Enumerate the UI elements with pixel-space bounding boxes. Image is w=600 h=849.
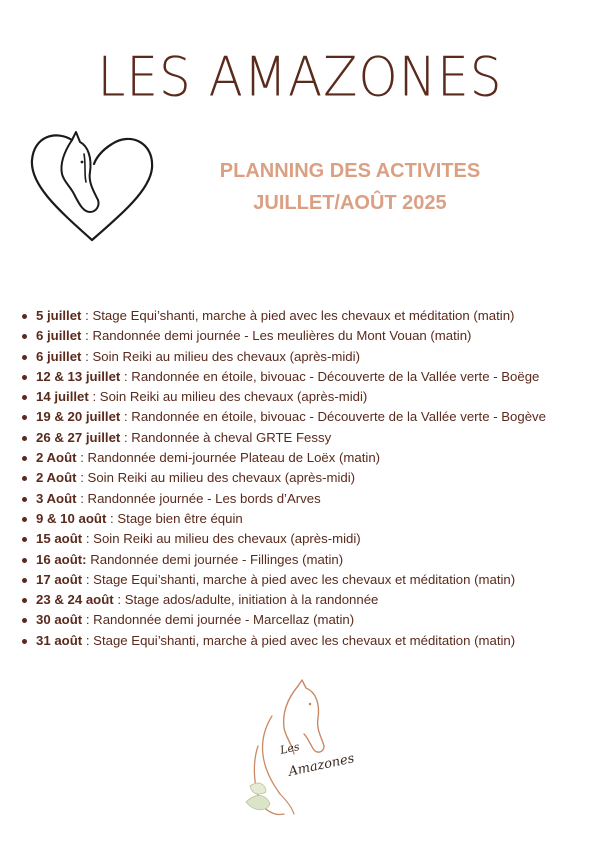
horse-heart-icon xyxy=(26,128,158,246)
activity-date: 30 août xyxy=(36,612,83,628)
list-item xyxy=(20,550,595,570)
activity-date: 2 Août xyxy=(36,470,77,486)
logo-signature-line-1: Les xyxy=(278,740,301,757)
activity-date: 15 août xyxy=(36,531,83,547)
activity-description: Randonnée en étoile, bivouac - Découverte de la Vallée verte - Boëge xyxy=(131,368,540,384)
list-item: 19 & 20 juillet : Randonnée en étoile, bivouac - Découverte de la Vallée verte - Bogève xyxy=(20,407,595,427)
list-item: 30 août : Randonnée demi journée - Marcellaz (matin) xyxy=(20,610,595,630)
activity-description: Soin Reiki au milieu des chevaux (après-midi) xyxy=(92,348,360,364)
list-item: 9 & 10 août : Stage bien être équin xyxy=(20,509,595,529)
activity-date: 17 août xyxy=(36,571,83,587)
list-item: 17 août : Stage Equi’shanti, marche à pied avec les chevaux et méditation (matin) xyxy=(20,570,595,590)
activity-description: Randonnée à cheval GRTE Fessy xyxy=(131,429,332,445)
activity-description: Randonnée demi journée - Les meulières du Mont Vouan (matin) xyxy=(92,328,472,344)
list-item: 23 & 24 août : Stage ados/adulte, initiation à la randonnée xyxy=(20,590,595,610)
list-item: 5 juillet : Stage Equi’shanti, marche à pied avec les chevaux et méditation (matin) xyxy=(20,306,595,326)
activity-date: 16 août: xyxy=(36,551,87,567)
activity-date: 31 août xyxy=(36,632,83,648)
activity-description: Randonnée journée - Les bords d’Arves xyxy=(87,490,321,506)
activity-date: 23 & 24 août xyxy=(36,592,114,608)
activity-date: 14 juillet xyxy=(36,389,89,405)
activity-date: 19 & 20 juillet xyxy=(36,409,121,425)
activity-date: 9 & 10 août xyxy=(36,510,107,526)
activity-description: Soin Reiki au milieu des chevaux (après-midi) xyxy=(93,531,361,547)
activity-description: Randonnée en étoile, bivouac - Découverte de la Vallée verte - Bogève xyxy=(131,409,546,425)
list-item: 2 Août : Randonnée demi-journée Plateau de Loëx (matin) xyxy=(20,448,595,468)
activity-description: Stage ados/adulte, initiation à la randonnée xyxy=(124,592,379,608)
activity-date: 3 Août xyxy=(36,490,77,506)
activity-description: Stage Equi’shanti, marche à pied avec les chevaux et méditation (matin) xyxy=(92,308,515,323)
list-item: 31 août : Stage Equi’shanti, marche à pied avec les chevaux et méditation (matin) xyxy=(20,631,595,651)
list-item: 15 août : Soin Reiki au milieu des chevaux (après-midi) xyxy=(20,529,595,549)
list-item: 3 Août : Randonnée journée - Les bords d’Arves xyxy=(20,489,595,509)
list-item: 12 & 13 juillet : Randonnée en étoile, bivouac - Découverte de la Vallée verte - Boëge xyxy=(20,367,595,387)
activities-list xyxy=(20,306,595,651)
list-item: 2 Août : Soin Reiki au milieu des chevaux (après-midi) xyxy=(20,468,595,488)
activity-description: Randonnée demi journée - Marcellaz (matin) xyxy=(93,612,355,628)
activity-description: Soin Reiki au milieu des chevaux (après-midi) xyxy=(87,470,356,486)
logo-signature-line-2: Amazones xyxy=(287,751,356,780)
activity-description: Stage bien être équin xyxy=(117,510,243,526)
activity-date: 26 & 27 juillet xyxy=(36,429,121,445)
list-item: 6 juillet : Randonnée demi journée - Les meulières du Mont Vouan (matin) xyxy=(20,326,595,346)
activity-description: Randonnée demi journée - Fillinges (matin) xyxy=(90,551,344,567)
activity-description: Randonnée demi-journée Plateau de Loëx (matin) xyxy=(87,450,381,466)
activity-date: 2 Août xyxy=(36,450,77,466)
activity-date: 12 & 13 juillet xyxy=(36,368,121,384)
page-title: LES AMAZONES xyxy=(97,45,503,109)
subtitle-line-1: PLANNING DES ACTIVITES xyxy=(219,160,481,182)
list-item: 6 juillet : Soin Reiki au milieu des chevaux (après-midi) xyxy=(20,347,595,367)
list-item: 26 & 27 juillet : Randonnée à cheval GRTE Fessy xyxy=(20,428,595,448)
activity-description: Stage Equi’shanti, marche à pied avec les chevaux et méditation (matin) xyxy=(93,571,516,587)
activity-date: 6 juillet xyxy=(36,328,82,344)
activity-date: 6 juillet xyxy=(36,348,82,364)
horse-logo-icon xyxy=(236,676,364,826)
list-item: 14 juillet : Soin Reiki au milieu des chevaux (après-midi) xyxy=(20,387,595,407)
activity-description: Soin Reiki au milieu des chevaux (après-midi) xyxy=(99,389,368,405)
activity-description: Stage Equi’shanti, marche à pied avec les chevaux et méditation (matin) xyxy=(93,632,516,648)
activity-date: 5 juillet xyxy=(36,308,82,323)
subtitle-line-2: JUILLET/AOÛT 2025 xyxy=(253,192,447,214)
